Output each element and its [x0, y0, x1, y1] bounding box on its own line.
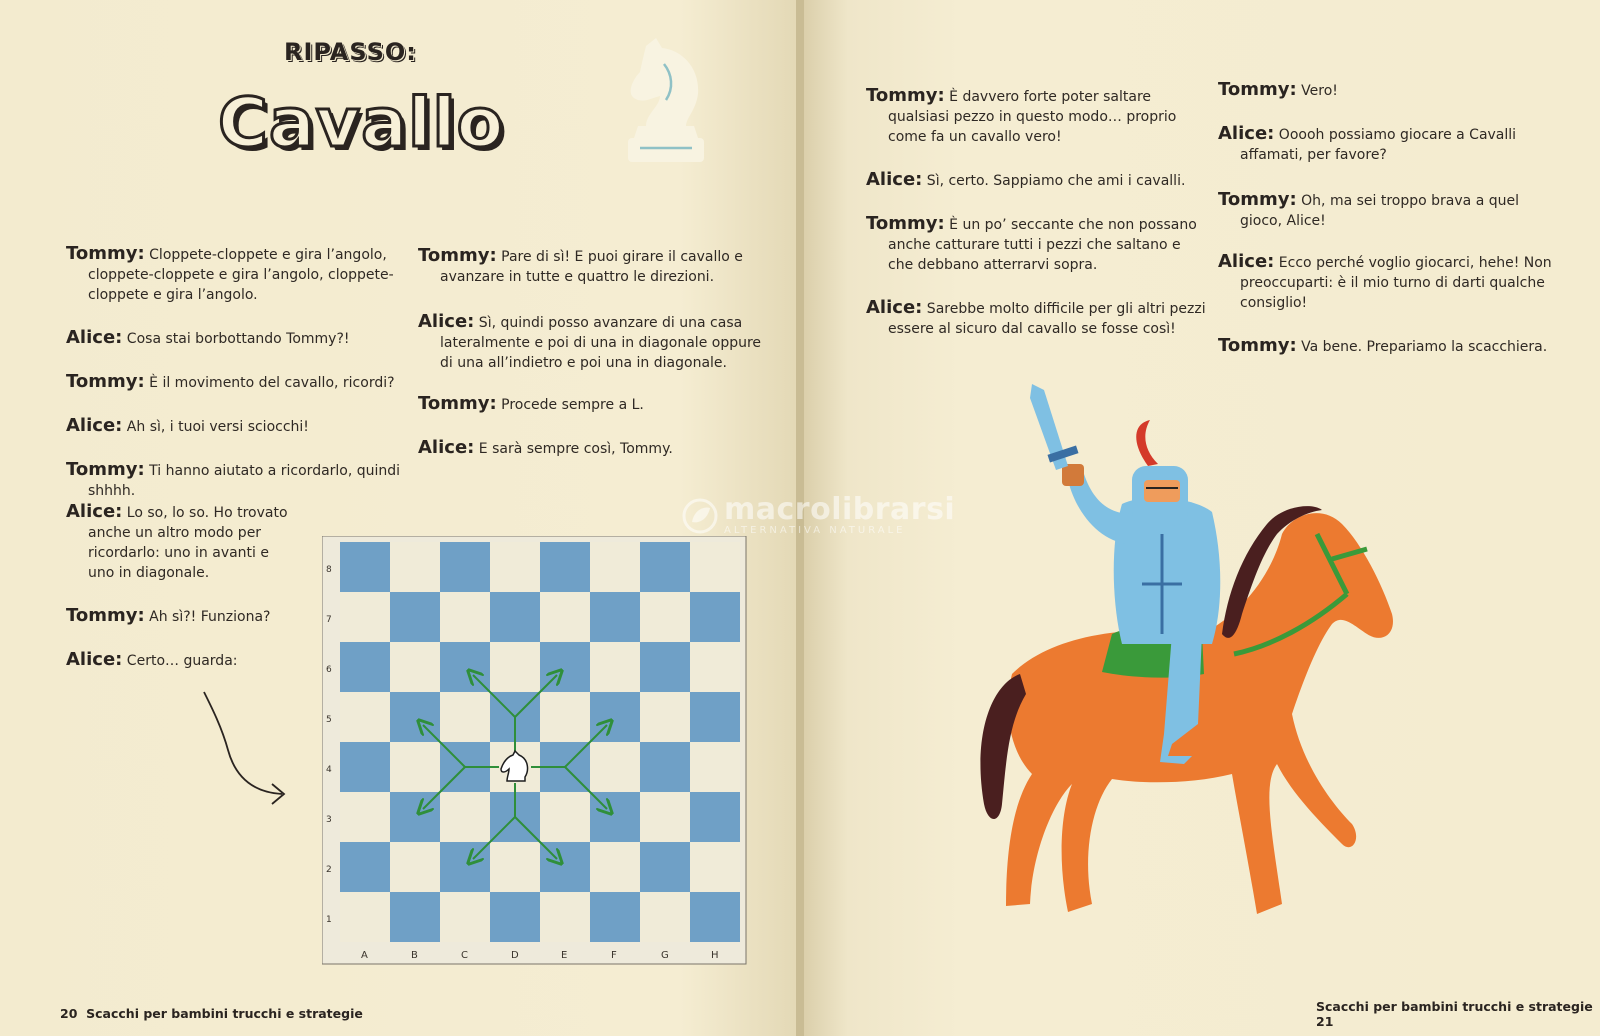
- board-square-D7: [490, 592, 540, 642]
- watermark: [688, 492, 955, 536]
- board-square-A3: [340, 792, 390, 842]
- footer-book-title-right: Scacchi per bambini trucchi e strategie: [1316, 999, 1593, 1014]
- board-square-E5: [540, 692, 590, 742]
- board-square-A6: [340, 642, 390, 692]
- board-square-D8: [490, 542, 540, 592]
- speaker-name: Tommy:: [418, 393, 497, 414]
- dialog-entry: [418, 394, 798, 415]
- board-square-B4: [390, 742, 440, 792]
- dialog-text-continued: di una all’indietro e poi una in diagonale.: [440, 355, 727, 371]
- dialog-text-continued: anche un altro modo per: [88, 525, 262, 541]
- board-square-H3: [690, 792, 740, 842]
- dialog-entry: [418, 438, 798, 459]
- rank-label: 7: [326, 615, 332, 625]
- board-square-G5: [640, 692, 690, 742]
- dialog-text-continued: consiglio!: [1240, 295, 1308, 311]
- speaker-name: Tommy:: [66, 371, 145, 392]
- board-square-F6: [590, 642, 640, 692]
- board-square-C3: [440, 792, 490, 842]
- dialog-text: È un po’ seccante che non possano: [944, 217, 1197, 233]
- board-square-C7: [440, 592, 490, 642]
- board-square-F4: [590, 742, 640, 792]
- board-square-F8: [590, 542, 640, 592]
- speaker-name: Tommy:: [1218, 189, 1297, 210]
- dialog-text-continued: qualsiasi pezzo in questo modo… proprio: [888, 109, 1177, 125]
- speaker-name: Alice:: [66, 327, 123, 348]
- board-square-H2: [690, 842, 740, 892]
- dialog-text: Oh, ma sei troppo brava a quel: [1296, 193, 1519, 209]
- dialog-entry: [866, 86, 1246, 147]
- rank-label: 2: [326, 865, 332, 875]
- dialog-entry: [66, 372, 446, 393]
- knight-on-horse-illustration: [972, 384, 1442, 944]
- speaker-name: Tommy:: [66, 243, 145, 264]
- file-label: G: [661, 950, 669, 961]
- dialog-text: Ooooh possiamo giocare a Cavalli: [1274, 127, 1517, 143]
- rank-label: 4: [326, 765, 332, 775]
- file-label: F: [611, 950, 617, 961]
- dialog-text: E sarà sempre così, Tommy.: [474, 441, 673, 457]
- dialog-text: Ah sì?! Funziona?: [144, 609, 271, 625]
- dialog-text: Ecco perché voglio giocarci, hehe! Non: [1274, 255, 1552, 271]
- dialog-text-continued: preoccuparti: è il mio turno di darti qualche: [1240, 275, 1545, 291]
- dialog-entry: [866, 298, 1246, 339]
- board-square-H5: [690, 692, 740, 742]
- board-square-H4: [690, 742, 740, 792]
- dialog-text-continued: affamati, per favore?: [1240, 147, 1387, 163]
- dialog-text-continued: essere al sicuro dal cavallo se fosse così!: [888, 321, 1176, 337]
- board-square-B2: [390, 842, 440, 892]
- dialog-text-continued: che debbano atterrarvi sopra.: [888, 257, 1098, 273]
- dialog-text: Certo… guarda:: [122, 653, 238, 669]
- board-square-G3: [640, 792, 690, 842]
- dialog-entry: [66, 460, 446, 501]
- dialog-text: Sì, quindi posso avanzare di una casa: [474, 315, 743, 331]
- board-square-H6: [690, 642, 740, 692]
- dialog-text-continued: cloppete e gira l’angolo.: [88, 287, 258, 303]
- dialog-text-continued: lateralmente e poi di una in diagonale oppure: [440, 335, 762, 351]
- section-subtitle: RIPASSO:: [284, 38, 417, 66]
- dialog-text-continued: cloppete-cloppete e gira l’angolo, cloppete-: [88, 267, 394, 283]
- dialog-text-continued: ricordarlo: uno in avanti e: [88, 545, 269, 561]
- dialog-text: Pare di sì! E puoi girare il cavallo e: [496, 249, 743, 265]
- speaker-name: Alice:: [66, 501, 123, 522]
- speaker-name: Tommy:: [66, 459, 145, 480]
- speaker-name: Alice:: [418, 311, 475, 332]
- dialog-entry: [1218, 336, 1598, 357]
- dialog-entry: [418, 312, 798, 373]
- dialog-entry: [66, 244, 446, 305]
- board-square-A2: [340, 842, 390, 892]
- board-square-E7: [540, 592, 590, 642]
- dialog-entry: [1218, 190, 1598, 231]
- speaker-name: Alice:: [1218, 123, 1275, 144]
- watermark-tagline: ALTERNATIVA NATURALE: [724, 525, 906, 536]
- dialog-text: Va bene. Prepariamo la scacchiera.: [1296, 339, 1548, 355]
- speaker-name: Tommy:: [418, 245, 497, 266]
- leaf-logo-icon: [680, 496, 720, 536]
- curved-arrow-icon: [200, 688, 300, 816]
- board-square-A7: [340, 592, 390, 642]
- dialog-text: Cloppete-cloppete e gira l’angolo,: [144, 247, 387, 263]
- board-square-H8: [690, 542, 740, 592]
- chess-knight-icon: [616, 34, 716, 166]
- dialog-text-continued: anche catturare tutti i pezzi che saltano e: [888, 237, 1181, 253]
- dialog-text-continued: gioco, Alice!: [1240, 213, 1326, 229]
- speaker-name: Alice:: [66, 415, 123, 436]
- board-square-G8: [640, 542, 690, 592]
- dialog-text: Ti hanno aiutato a ricordarlo, quindi: [144, 463, 401, 479]
- board-square-B6: [390, 642, 440, 692]
- board-square-G6: [640, 642, 690, 692]
- board-square-E8: [540, 542, 590, 592]
- dialog-entry: [66, 328, 446, 349]
- board-square-C1: [440, 892, 490, 942]
- file-label: H: [711, 950, 719, 961]
- file-label: A: [361, 950, 368, 961]
- dialog-text-continued: uno in diagonale.: [88, 565, 210, 581]
- dialog-text: È davvero forte poter saltare: [944, 89, 1152, 105]
- speaker-name: Tommy:: [866, 213, 945, 234]
- footer-right: [1316, 999, 1600, 1029]
- board-square-C8: [440, 542, 490, 592]
- board-square-F2: [590, 842, 640, 892]
- file-label: D: [511, 950, 519, 961]
- page-number-right: 21: [1316, 1014, 1334, 1029]
- chessboard: [322, 536, 752, 970]
- dialog-entry: [1218, 252, 1598, 313]
- board-square-F7: [590, 592, 640, 642]
- file-label: B: [411, 950, 418, 961]
- board-square-B7: [390, 592, 440, 642]
- dialog-text: Ah sì, i tuoi versi sciocchi!: [122, 419, 309, 435]
- board-square-G1: [640, 892, 690, 942]
- page-number-left: 20: [60, 1006, 78, 1021]
- board-square-E3: [540, 792, 590, 842]
- board-square-C5: [440, 692, 490, 742]
- dialog-text-continued: avanzare in tutte e quattro le direzioni.: [440, 269, 715, 285]
- dialog-text: Cosa stai borbottando Tommy?!: [122, 331, 350, 347]
- board-square-G4: [640, 742, 690, 792]
- board-square-G2: [640, 842, 690, 892]
- board-square-A8: [340, 542, 390, 592]
- watermark-brand: macrolibrarsi: [724, 492, 956, 527]
- dialog-entry: [866, 170, 1246, 191]
- speaker-name: Tommy:: [66, 605, 145, 626]
- rank-label: 6: [326, 665, 332, 675]
- rank-label: 1: [326, 915, 332, 925]
- dialog-text: Lo so, lo so. Ho trovato: [122, 505, 288, 521]
- board-square-H7: [690, 592, 740, 642]
- board-square-D1: [490, 892, 540, 942]
- board-square-A5: [340, 692, 390, 742]
- dialog-text: Vero!: [1296, 83, 1338, 99]
- speaker-name: Tommy:: [866, 85, 945, 106]
- board-square-B8: [390, 542, 440, 592]
- speaker-name: Alice:: [866, 169, 923, 190]
- dialog-entry: [66, 416, 446, 437]
- speaker-name: Alice:: [418, 437, 475, 458]
- file-label: C: [461, 950, 468, 961]
- dialog-text: Sì, certo. Sappiamo che ami i cavalli.: [922, 173, 1186, 189]
- page-title: Cavallo: [218, 84, 505, 163]
- speaker-name: Alice:: [66, 649, 123, 670]
- board-square-F1: [590, 892, 640, 942]
- dialog-text: Sarebbe molto difficile per gli altri pezzi: [922, 301, 1206, 317]
- dialog-entry: [418, 246, 798, 287]
- file-label: E: [561, 950, 568, 961]
- board-square-A1: [340, 892, 390, 942]
- board-square-A4: [340, 742, 390, 792]
- dialog-entry: [1218, 124, 1598, 165]
- speaker-name: Tommy:: [1218, 335, 1297, 356]
- speaker-name: Tommy:: [1218, 79, 1297, 100]
- dialog-text: È il movimento del cavallo, ricordi?: [144, 375, 395, 391]
- footer-book-title-left: Scacchi per bambini trucchi e strategie: [86, 1006, 363, 1021]
- dialog-entry: [1218, 80, 1598, 101]
- board-square-H1: [690, 892, 740, 942]
- speaker-name: Alice:: [1218, 251, 1275, 272]
- board-square-B1: [390, 892, 440, 942]
- rank-label: 5: [326, 715, 332, 725]
- board-square-E1: [540, 892, 590, 942]
- speaker-name: Alice:: [866, 297, 923, 318]
- board-square-D2: [490, 842, 540, 892]
- rank-label: 8: [326, 565, 332, 575]
- footer-left: [60, 1006, 363, 1021]
- board-square-G7: [640, 592, 690, 642]
- dialog-text: Procede sempre a L.: [496, 397, 644, 413]
- dialog-text-continued: come fa un cavallo vero!: [888, 129, 1062, 145]
- dialog-entry: [866, 214, 1246, 275]
- board-square-D6: [490, 642, 540, 692]
- dialog-text-continued: shhhh.: [88, 483, 136, 499]
- rank-label: 3: [326, 815, 332, 825]
